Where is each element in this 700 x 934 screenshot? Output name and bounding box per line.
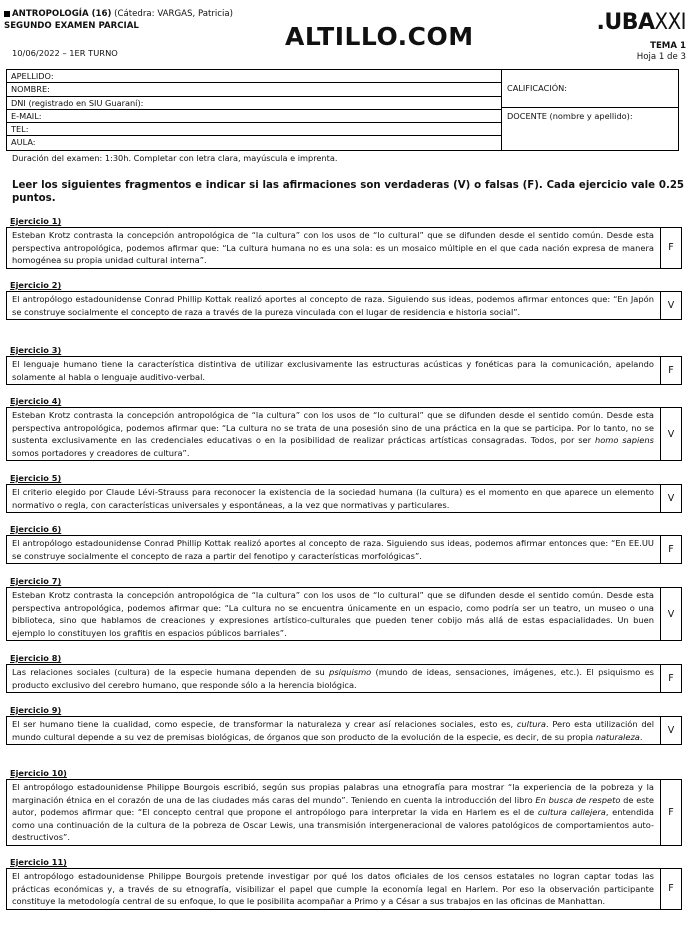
- exam-date: 10/06/2022 – 1ER TURNO: [12, 48, 118, 58]
- field-email[interactable]: E-MAIL:: [7, 110, 501, 123]
- uba-xxi-logo: [597, 10, 686, 35]
- exercise-statement: El criterio elegido por Claude Lévi-Strauss para reconocer la existencia de la sociedad humana (la cultura) es el momento en que aparece un elemento normativo o regla, con características universales y espontáneas, a la vez que normativas y particulares.: [7, 485, 661, 512]
- exercise-4: [6, 396, 682, 461]
- instructions: Leer los siguientes fragmentos e indicar si las afirmaciones son verdaderas (V) o falsas (F). Cada ejercicio vale 0.25 puntos.: [12, 180, 684, 204]
- exam-header: [4, 8, 233, 32]
- exercise-label: Ejercicio 4): [10, 396, 62, 406]
- exercise-8: [6, 653, 682, 693]
- exercise-statement: Esteban Krotz contrasta la concepción antropológica de “la cultura” con los usos de “lo cultural” que se difunden desde el sentido común. Desde esta perspectiva antropológica, podemos afirmar que: “La cultura humana no es una sola: es un mosaico múltiple en el que cada nación expresa de manera homogénea su propia unidad cultural interna”.: [7, 228, 661, 268]
- logo-suffix: XXI: [654, 10, 686, 35]
- chair-name: (Cátedra: VARGAS, Patricia): [114, 9, 234, 19]
- exercise-box: [6, 291, 682, 320]
- logo-main: .UBA: [596, 10, 655, 35]
- answer-cell[interactable]: F: [668, 242, 674, 254]
- exercise-box: [6, 484, 682, 513]
- exercise-statement: El antropólogo estadounidense Philippe Bourgois escribió, según sus propias palabras una etnografía para mostrar “la experiencia de la pobreza y la marginación étnica en el corazón de una de las ciudades más caras del mundo”. Teniendo en cuenta la introducción del libro En busca de respeto de este autor, podemos afirmar que: “El concepto central que propone el antropólogo para interpretar la vida en Harlem es el de cultura callejera, entendida como una continuación de la cultura de la pobreza de Oscar Lewis, una transmisión intergeneracional de valores patológicos de comportamientos auto-destructivos”.: [7, 780, 661, 845]
- exercise-3: [6, 345, 682, 385]
- exercise-label: Ejercicio 8): [10, 653, 62, 663]
- exercise-box: [6, 356, 682, 385]
- student-info-form: [6, 69, 679, 151]
- answer-cell[interactable]: F: [668, 365, 674, 377]
- exercise-label: Ejercicio 3): [10, 345, 62, 355]
- exercise-label: Ejercicio 10): [10, 768, 67, 778]
- exercise-box: [6, 407, 682, 461]
- field-nombre[interactable]: NOMBRE:: [7, 83, 501, 96]
- exercise-label: Ejercicio 1): [10, 216, 62, 226]
- exercise-7: [6, 576, 682, 641]
- exercise-statement: Esteban Krotz contrasta la concepción antropológica de “la cultura” con los usos de “lo cultural” que se difunden desde el sentido común. Desde esta perspectiva antropológica, podemos afirmar que: “La cultura no se encuentra únicamente en un espacio, como podría ser un teatro, un museo o una biblioteca, sino que hablamos de creaciones y expresiones artístico-culturales que pueden tener cobijo más allá de estas espacialidades. Un buen ejemplo lo constituyen los grafitis en espacios públicos barriales”.: [7, 588, 661, 640]
- field-apellido[interactable]: APELLIDO:: [7, 70, 501, 83]
- tema-block: [637, 41, 686, 63]
- duration-note: Duración del examen: 1:30h. Completar con letra clara, mayúscula e imprenta.: [12, 153, 338, 163]
- answer-cell[interactable]: V: [667, 493, 675, 505]
- exercise-statement: El antropólogo estadounidense Conrad Phillip Kottak realizó aportes al concepto de raza. Siguiendo sus ideas, podemos afirmar entonces que: “En Japón se construye socialmente el concepto de raza a través de la pureza vinculada con el lugar de residencia e historia social”.: [7, 292, 661, 319]
- exercise-box: [6, 587, 682, 641]
- exercise-label: Ejercicio 2): [10, 280, 62, 290]
- exercise-statement: El lenguaje humano tiene la característica distintiva de utilizar exclusivamente las estructuras acústicas y fonéticas para la comunicación, apelando solamente al habla o lenguaje auditivo-verbal.: [7, 357, 661, 384]
- grade-field[interactable]: CALIFICACIÓN:: [501, 70, 678, 108]
- exercise-statement: Las relaciones sociales (cultura) de la especie humana dependen de su psiquismo (mundo de ideas, sensaciones, imágenes, etc.). El psiquismo es producto exclusivo del cerebro humano, que responde sólo a la herencia biológica.: [7, 665, 661, 692]
- exercise-statement: El antropólogo estadounidense Conrad Phillip Kottak realizó aportes al concepto de raza. Siguiendo sus ideas, podemos afirmar entonces que: “En EE.UU se construye socialmente el concepto de raza a partir del fenotipo y características morfológicas”.: [7, 536, 661, 563]
- exam-title: SEGUNDO EXAMEN PARCIAL: [4, 21, 139, 31]
- exercise-box: [6, 227, 682, 269]
- answer-cell[interactable]: F: [668, 544, 674, 556]
- answer-cell[interactable]: V: [667, 725, 675, 737]
- exercise-label: Ejercicio 5): [10, 473, 62, 483]
- exercise-statement: El antropólogo estadounidense Philippe Bourgois pretende investigar por qué los datos oficiales de los censos estatales no logran captar todas las prácticas económicas y, a través de su etnografía, visibilizar el papel que cumple la economía legal en Harlem. Por eso la observación participante constituye la metodología central de su enfoque, lo que le posibilita acompañar a Primo y a César a sus trabajos en las oficinas de Manhattan.: [7, 869, 661, 909]
- teacher-field[interactable]: DOCENTE (nombre y apellido):: [507, 111, 633, 121]
- exercise-9: [6, 705, 682, 745]
- exercise-label: Ejercicio 11): [10, 857, 67, 867]
- exercise-1: [6, 216, 682, 269]
- exercise-6: [6, 524, 682, 564]
- exercise-box: [6, 868, 682, 910]
- answer-cell[interactable]: F: [668, 883, 674, 895]
- tema-label: TEMA 1: [650, 41, 686, 51]
- field-aula[interactable]: AULA:: [11, 137, 36, 148]
- exercise-label: Ejercicio 9): [10, 705, 62, 715]
- exercise-10: [6, 768, 682, 846]
- exercise-5: [6, 473, 682, 513]
- field-tel[interactable]: TEL:: [7, 123, 501, 136]
- exercise-box: [6, 779, 682, 846]
- exercise-label: Ejercicio 6): [10, 524, 62, 534]
- exercise-11: [6, 857, 682, 910]
- answer-cell[interactable]: F: [668, 673, 674, 685]
- exercise-statement: El ser humano tiene la cualidad, como especie, de transformar la naturaleza y crear así relaciones sociales, esto es, cultura. Pero esta utilización del mundo cultural depende a su vez de premisas biológicas, de órganos que son producto de la evolución de la especie, es decir, de su propia naturaleza.: [7, 717, 661, 744]
- sheet-number: Hoja 1 de 3: [636, 52, 686, 62]
- bullet-square-icon: [4, 11, 10, 17]
- course-title: ANTROPOLOGÍA (16): [12, 9, 112, 19]
- exercise-box: [6, 664, 682, 693]
- answer-cell[interactable]: V: [667, 608, 675, 620]
- answer-cell[interactable]: F: [668, 806, 674, 818]
- brand-watermark: ALTILLO.COM: [285, 22, 474, 51]
- answer-cell[interactable]: V: [667, 428, 675, 440]
- field-dni[interactable]: DNI (registrado en SIU Guaraní):: [7, 97, 501, 110]
- exercise-statement: Esteban Krotz contrasta la concepción antropológica de “la cultura” con los usos de “lo cultural” que se difunden desde el sentido común. Desde esta perspectiva antropológica, podemos afirmar que: “La cultura no se trata de una posesión sino de una práctica en la que se participa. Por lo tanto, no se sustenta exclusivamente en las credenciales educativas o en la posibilidad de realizar prácticas artísticas consagradas. Todos, por ser homo sapiens somos portadores y creadores de cultura”.: [7, 408, 661, 460]
- exercise-2: [6, 280, 682, 320]
- answer-cell[interactable]: V: [667, 300, 675, 312]
- exercise-label: Ejercicio 7): [10, 576, 62, 586]
- student-fields: [7, 70, 502, 150]
- exercise-box: [6, 716, 682, 745]
- exercise-box: [6, 535, 682, 564]
